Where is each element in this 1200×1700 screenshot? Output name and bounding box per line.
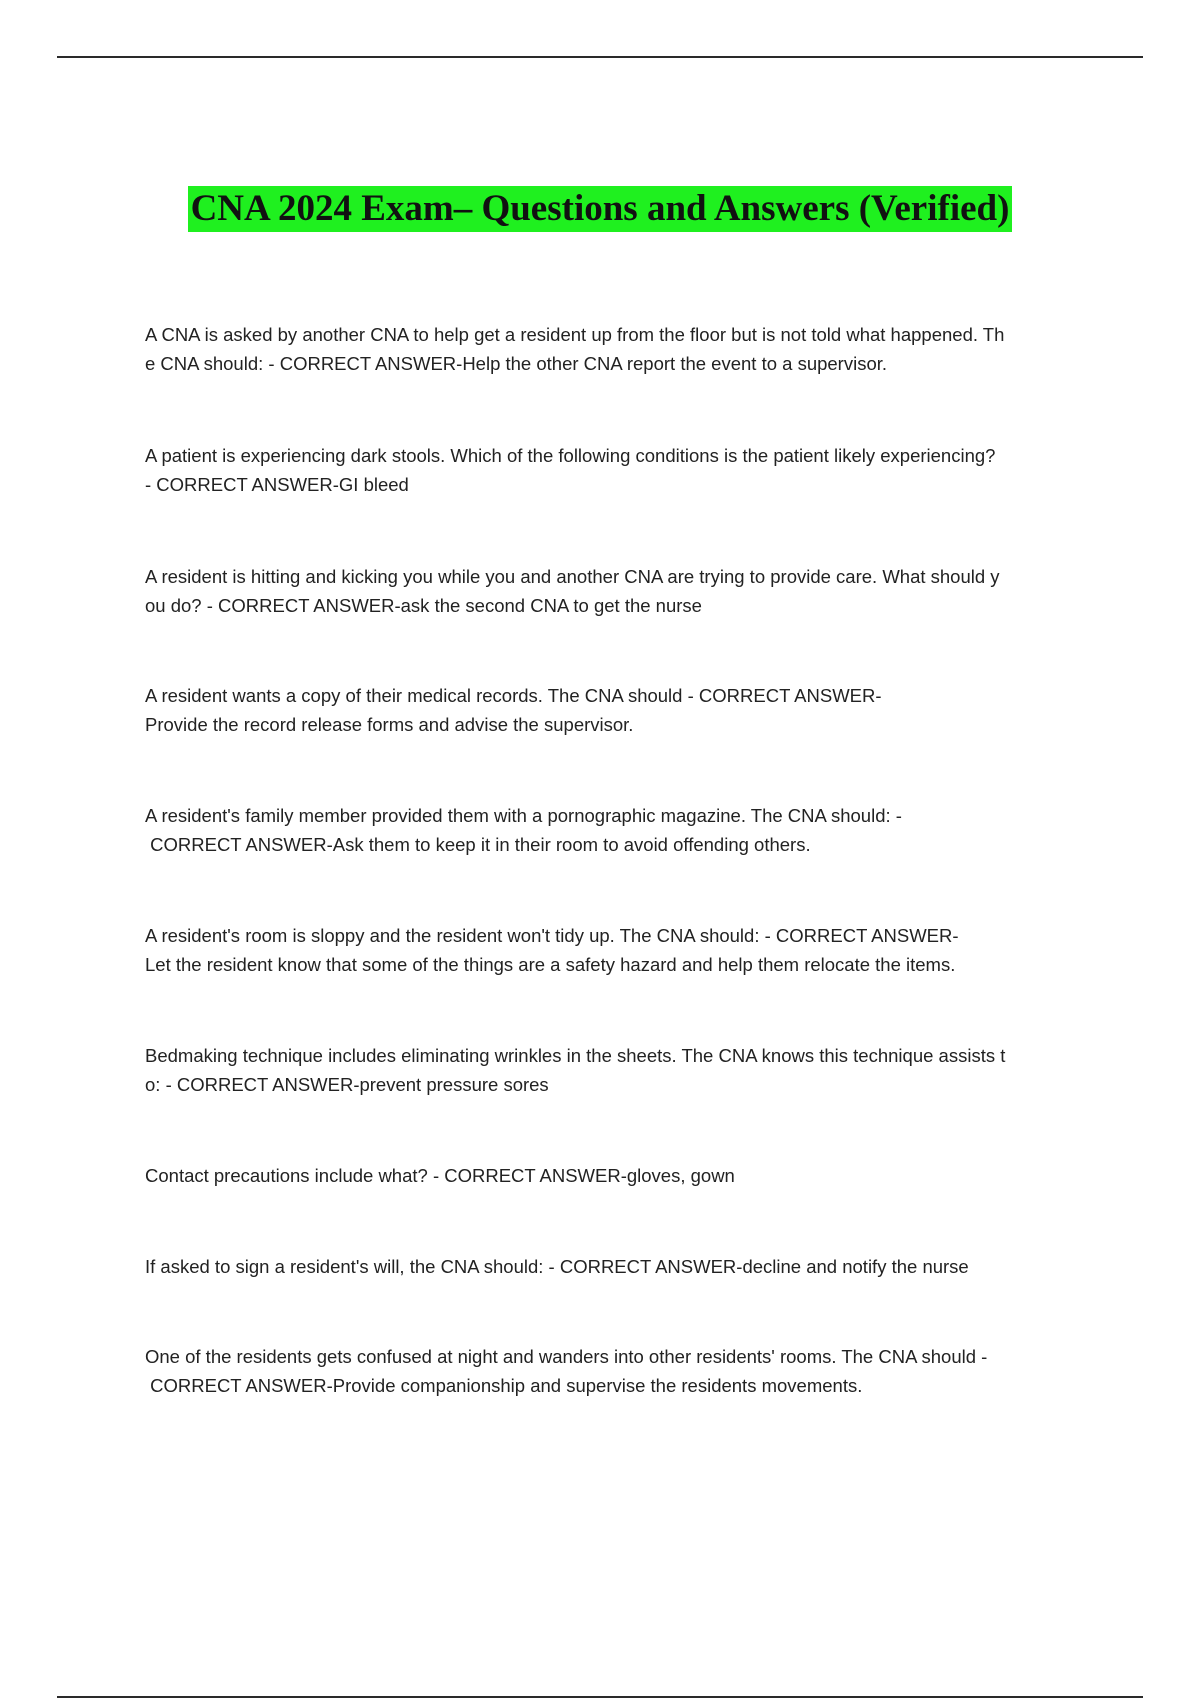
- qa-entry-line: CORRECT ANSWER-Ask them to keep it in their room to avoid offending others.: [145, 834, 811, 855]
- qa-entry-10: [145, 1342, 1085, 1400]
- qa-entry-line: A resident is hitting and kicking you while you and another CNA are trying to provide care. What should y: [145, 566, 1000, 587]
- qa-entry-line: A patient is experiencing dark stools. Which of the following conditions is the patient likely experiencing?: [145, 445, 996, 466]
- qa-entry-line: A CNA is asked by another CNA to help get a resident up from the floor but is not told what happened. Th: [145, 324, 1005, 345]
- qa-entry-line: Let the resident know that some of the things are a safety hazard and help them relocate the items.: [145, 954, 956, 975]
- qa-entry-8: [145, 1161, 1085, 1190]
- qa-entry-line: One of the residents gets confused at night and wanders into other residents' rooms. The CNA should -: [145, 1346, 988, 1367]
- qa-entry-line: o: - CORRECT ANSWER-prevent pressure sores: [145, 1074, 549, 1095]
- qa-entry-2: [145, 441, 1085, 499]
- qa-entry-line: Contact precautions include what? - CORRECT ANSWER-gloves, gown: [145, 1165, 735, 1186]
- qa-entry-line: Provide the record release forms and advise the supervisor.: [145, 714, 634, 735]
- header-rule: [57, 56, 1143, 58]
- qa-entry-5: [145, 801, 1085, 859]
- qa-entry-line: - CORRECT ANSWER-GI bleed: [145, 474, 409, 495]
- qa-entry-line: CORRECT ANSWER-Provide companionship and supervise the residents movements.: [145, 1375, 863, 1396]
- qa-entry-line: ou do? - CORRECT ANSWER-ask the second CNA to get the nurse: [145, 595, 702, 616]
- qa-entry-7: [145, 1041, 1085, 1099]
- qa-entry-line: A resident wants a copy of their medical records. The CNA should - CORRECT ANSWER-: [145, 685, 882, 706]
- qa-entry-line: A resident's room is sloppy and the resident won't tidy up. The CNA should: - CORRECT ANSWER-: [145, 925, 959, 946]
- qa-entry-3: [145, 562, 1085, 620]
- qa-entry-line: e CNA should: - CORRECT ANSWER-Help the other CNA report the event to a supervisor.: [145, 353, 888, 374]
- footer-rule: [57, 1696, 1143, 1698]
- qa-entry-line: If asked to sign a resident's will, the CNA should: - CORRECT ANSWER-decline and notify the nurse: [145, 1256, 969, 1277]
- qa-entry-9: [145, 1252, 1085, 1281]
- title-container: [0, 186, 1200, 232]
- qa-entry-line: A resident's family member provided them with a pornographic magazine. The CNA should: -: [145, 805, 902, 826]
- document-title: CNA 2024 Exam– Questions and Answers (Verified): [188, 186, 1013, 232]
- qa-entry-4: [145, 681, 1085, 739]
- qa-entry-6: [145, 921, 1085, 979]
- qa-entry-line: Bedmaking technique includes eliminating wrinkles in the sheets. The CNA knows this technique assists t: [145, 1045, 1006, 1066]
- qa-entry-1: [145, 320, 1085, 378]
